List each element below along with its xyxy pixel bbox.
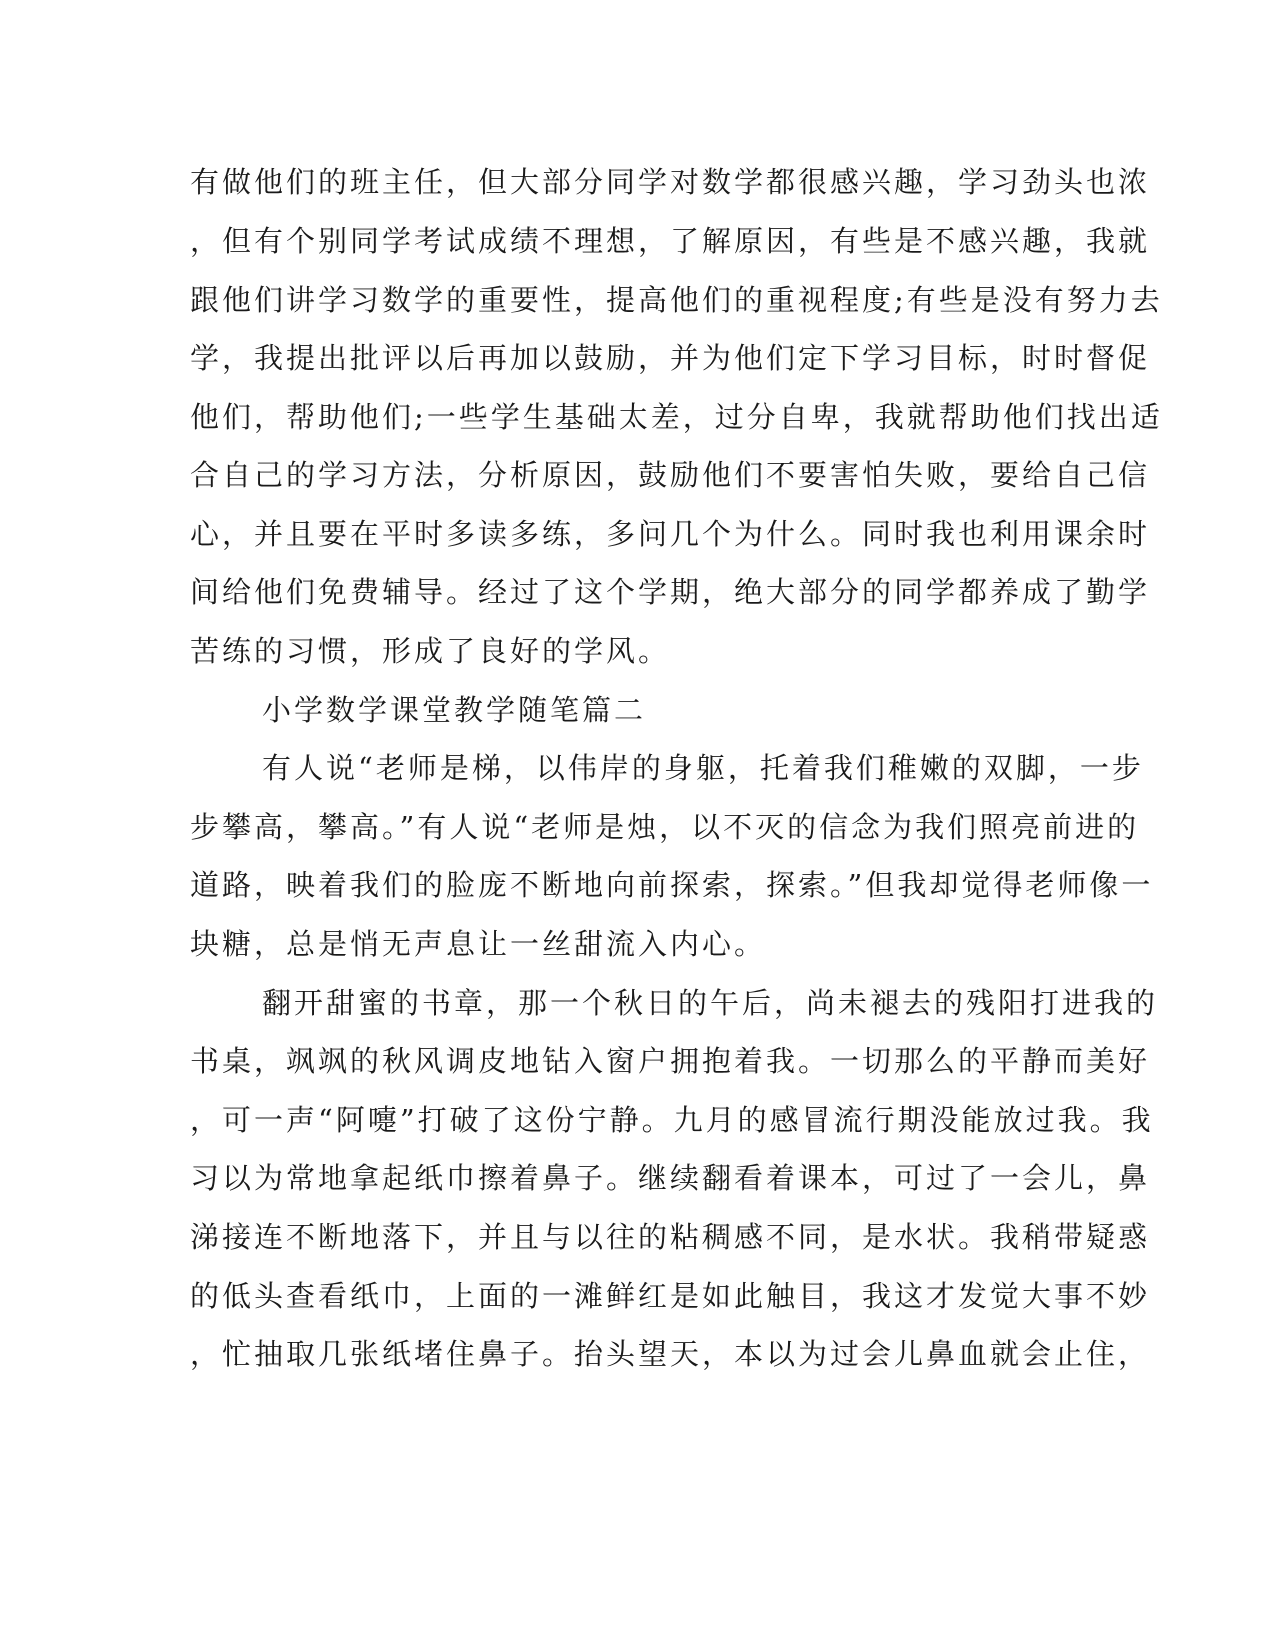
text-line: 跟他们讲学习数学的重要性，提高他们的重视程度;有些是没有努力去 [190, 283, 1163, 317]
text-line: 学，我提出批评以后再加以鼓励，并为他们定下学习目标，时时督促 [190, 341, 1151, 375]
text-line: 翻开甜蜜的书章，那一个秋日的午后，尚未褪去的残阳打进我的 [262, 986, 1159, 1020]
text-line: 习以为常地拿起纸巾擦着鼻子。继续翻看着课本，可过了一会儿，鼻 [190, 1161, 1151, 1195]
text-line: 书桌，飒飒的秋风调皮地钻入窗户拥抱着我。一切那么的平静而美好 [190, 1044, 1151, 1078]
text-line: 苦练的习惯，形成了良好的学风。 [190, 634, 671, 668]
text-line: 有人说“老师是梯，以伟岸的身躯，托着我们稚嫩的双脚，一步 [262, 751, 1144, 785]
text-line: 块糖，总是悄无声息让一丝甜流入内心。 [190, 927, 767, 961]
text-line: 他们，帮助他们;一些学生基础太差，过分自卑，我就帮助他们找出适 [190, 400, 1163, 434]
text-line: 合自己的学习方法，分析原因，鼓励他们不要害怕失败，要给自己信 [190, 458, 1151, 492]
text-line: 间给他们免费辅导。经过了这个学期，绝大部分的同学都养成了勤学 [190, 575, 1151, 609]
section-heading: 小学数学课堂教学随笔篇二 [262, 693, 647, 727]
text-line: ，可一声“阿嚏”打破了这份宁静。九月的感冒流行期没能放过我。我 [190, 1103, 1154, 1137]
text-line: 涕接连不断地落下，并且与以往的粘稠感不同，是水状。我稍带疑惑 [190, 1220, 1151, 1254]
text-line: 的低头查看纸巾，上面的一滩鲜红是如此触目，我这才发觉大事不妙 [190, 1279, 1151, 1313]
text-line: 心，并且要在平时多读多练，多问几个为什么。同时我也利用课余时 [190, 517, 1151, 551]
text-line: 有做他们的班主任，但大部分同学对数学都很感兴趣，学习劲头也浓 [190, 165, 1151, 199]
text-line: 步攀高，攀高。”有人说“老师是烛，以不灭的信念为我们照亮前进的 [190, 810, 1140, 844]
text-line: ，忙抽取几张纸堵住鼻子。抬头望天，本以为过会儿鼻血就会止住， [190, 1337, 1151, 1371]
text-line: ，但有个别同学考试成绩不理想，了解原因，有些是不感兴趣，我就 [190, 224, 1151, 258]
text-line: 道路，映着我们的脸庞不断地向前探索，探索。”但我却觉得老师像一 [190, 868, 1154, 902]
